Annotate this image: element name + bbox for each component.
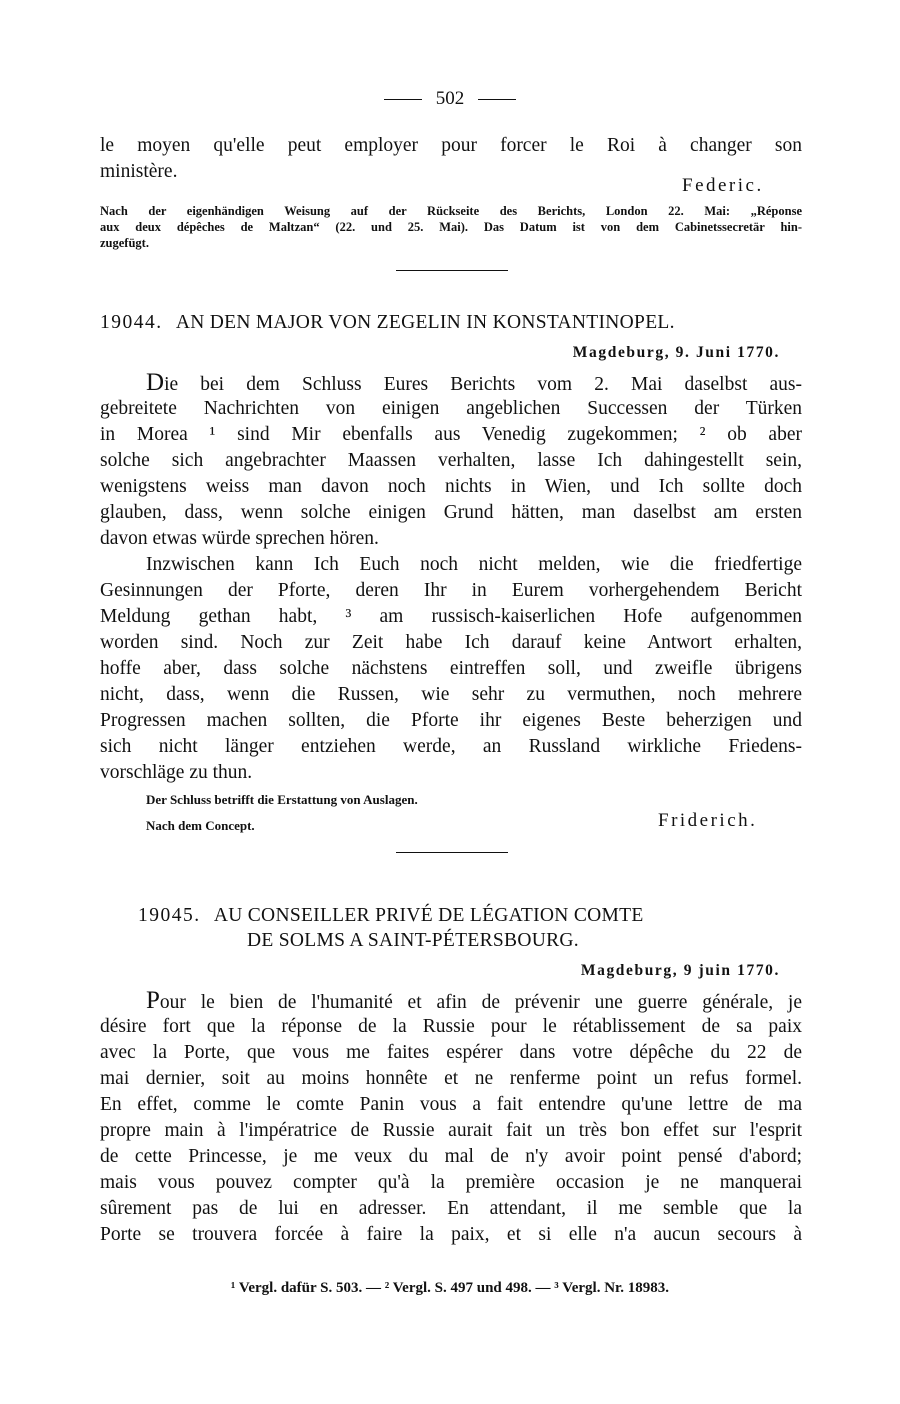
- text-line: nicht, dass, wenn die Russen, wie sehr zu vermuthen, noch mehrere: [100, 684, 802, 705]
- footnotes: ¹ Vergl. dafür S. 503. — ² Vergl. S. 497 und 498. — ³ Vergl. Nr. 18983.: [230, 1280, 670, 1296]
- text-line: vorschläge zu thun.: [100, 762, 253, 783]
- text-line: Gesinnungen der Pforte, deren Ihr in Eurem vorhergehendem Bericht: [100, 580, 802, 601]
- text-line: davon etwas würde sprechen hören.: [100, 528, 379, 549]
- text-line: Meldung gethan habt, ³ am russisch-kaiserlichen Hofe aufgenommen: [100, 606, 802, 627]
- text-line: propre main à l'impératrice de Russie aurait fait un très bon effet sur l'esprit: [100, 1120, 802, 1141]
- editor-note-line: Nach der eigenhändigen Weisung auf der Rückseite des Berichts, London 22. Mai: „Réponse: [100, 204, 802, 218]
- letter-number: 19045.: [138, 905, 201, 926]
- letter-heading-19044: [100, 312, 675, 334]
- letter-title: AN DEN MAJOR VON ZEGELIN IN KONSTANTINOPEL.: [175, 312, 675, 333]
- drop-cap: D: [146, 369, 165, 396]
- text-line: solche sich angebrachter Maassen verhalten, lasse Ich dahingestellt sein,: [100, 450, 802, 471]
- text-line: glauben, dass, wenn solche einigen Grund hätten, man daselbst am ersten: [100, 502, 802, 523]
- letter-title-line1: AU CONSEILLER PRIVÉ DE LÉGATION COMTE: [213, 905, 644, 926]
- section-divider: [396, 270, 508, 271]
- letter-heading-19045: [138, 905, 644, 927]
- signature-friderich: Friderich.: [658, 810, 758, 831]
- text-line: mai dernier, soit au moins honnête et ne renferme point un refus formel.: [100, 1068, 802, 1089]
- letter-title-line2: DE SOLMS A SAINT-PÉTERSBOURG.: [247, 930, 579, 951]
- text-line: ministère.: [100, 161, 178, 182]
- text-line: in Morea ¹ sind Mir ebenfalls aus Venedig zugekommen; ² ob aber: [100, 424, 802, 445]
- dash-left: [384, 99, 422, 100]
- drop-cap: P: [146, 987, 160, 1014]
- page-number: 502: [0, 88, 900, 110]
- text-line: Progressen machen sollten, die Pforte ihr eigenes Beste beherzigen und: [100, 710, 802, 731]
- text-line: Inzwischen kann Ich Euch noch nicht melden, wie die friedfertige: [146, 554, 802, 575]
- text-line: En effet, comme le comte Panin vous a fait entendre qu'une lettre de ma: [100, 1094, 802, 1115]
- text-line: de cette Princesse, je me veux du mal de n'y avoir point pensé d'abord;: [100, 1146, 802, 1167]
- text-line: désire fort que la réponse de la Russie pour le rétablissement de sa paix: [100, 1016, 802, 1037]
- editor-note: Der Schluss betrifft die Erstattung von Auslagen.: [146, 792, 418, 807]
- text-line: Die bei dem Schluss Eures Berichts vom 2. Mai daselbst aus-: [146, 369, 802, 396]
- text-line: sûrement pas de lui en adresser. En attendant, il me semble que la: [100, 1198, 802, 1219]
- text-line: Pour le bien de l'humanité et afin de prévenir une guerre générale, je: [146, 987, 802, 1014]
- text-line: wenigstens weiss man davon noch nichts in Wien, und Ich sollte doch: [100, 476, 802, 497]
- text-line: gebreitete Nachrichten von einigen angeblichen Successen der Türken: [100, 398, 802, 419]
- text-line: le moyen qu'elle peut employer pour forcer le Roi à changer son: [100, 135, 802, 156]
- place-date: Magdeburg, 9 juin 1770.: [580, 962, 780, 979]
- text-line: avec la Porte, que vous me faites espérer dans votre dépêche du 22 de: [100, 1042, 802, 1063]
- letter-number: 19044.: [100, 312, 163, 333]
- text-line: worden sind. Noch zur Zeit habe Ich darauf keine Antwort erhalten,: [100, 632, 802, 653]
- text-line: sich nicht länger entziehen werde, an Russland wirkliche Friedens-: [100, 736, 802, 757]
- editor-note: Nach dem Concept.: [146, 818, 255, 833]
- editor-note-line: zugefügt.: [100, 236, 149, 250]
- place-date: Magdeburg, 9. Juni 1770.: [572, 344, 780, 361]
- signature-federic: Federic.: [682, 175, 764, 196]
- text-line: mais vous pouvez compter qu'à la première occasion je ne manquerai: [100, 1172, 802, 1193]
- dash-right: [478, 99, 516, 100]
- text-line: hoffe aber, dass solche nächstens eintreffen soll, und zweifle übrigens: [100, 658, 802, 679]
- text-line: Porte se trouvera forcée à faire la paix, et si elle n'a aucun secours à: [100, 1224, 802, 1245]
- section-divider: [396, 852, 508, 853]
- editor-note-line: aux deux dépêches de Maltzan“ (22. und 25. Mai). Das Datum ist von dem Cabinetssecretär hin-: [100, 220, 802, 234]
